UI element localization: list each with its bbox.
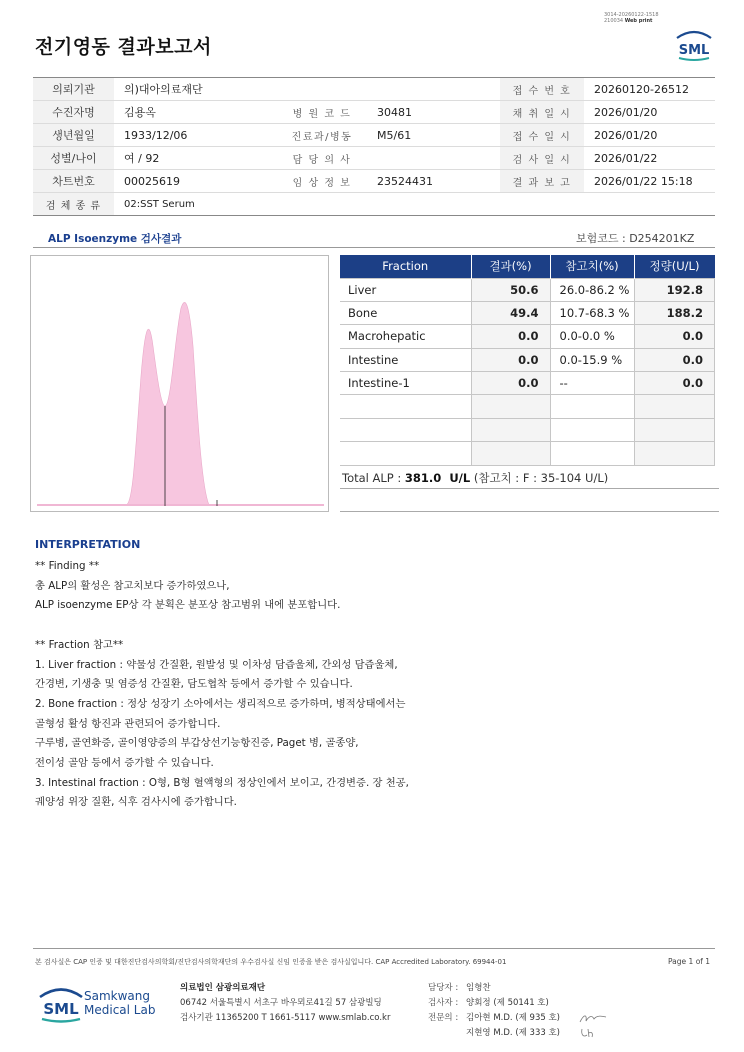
interpretation-line: ** Finding ** <box>35 560 100 572</box>
interpretation-line: 전이성 골암 등에서 증가할 수 있습니다. <box>35 757 214 770</box>
lab-name <box>84 989 155 1017</box>
info-label: 차트번호 <box>33 170 114 193</box>
info-value: M5/61 <box>367 124 500 147</box>
section-divider <box>33 247 715 248</box>
reference-cell: 10.7-68.3 % <box>550 301 634 324</box>
info-row <box>33 147 715 170</box>
info-value: 30481 <box>367 101 500 124</box>
staff-value: 양회정 (제 50141 호) <box>466 998 549 1008</box>
col-header-result: 결과(%) <box>471 255 550 278</box>
signature-icon <box>578 1026 608 1040</box>
sml-logo-icon <box>673 28 715 62</box>
info-label: 접 수 일 시 <box>500 124 584 147</box>
total-reference: (참고치 : F : 35-104 U/L) <box>470 471 609 485</box>
fraction-cell: Liver <box>340 278 471 301</box>
interpretation-line: 간경변, 기생충 및 염증성 간질환, 담도협착 등에서 증가할 수 있습니다. <box>35 678 353 691</box>
info-value <box>367 78 500 101</box>
divider <box>340 511 719 512</box>
table-row <box>340 278 715 301</box>
report-code-line1: 3014-20260122-1518 <box>604 12 659 18</box>
results-header-row <box>340 255 715 278</box>
staff-label <box>428 1026 466 1041</box>
results-table <box>340 255 715 466</box>
info-label: 수진자명 <box>33 101 114 124</box>
org-contact: 검사기관 11365200 T 1661-5117 www.smlab.co.kr <box>180 1013 391 1023</box>
table-row <box>340 372 715 395</box>
staff-value: 임형찬 <box>466 983 491 993</box>
info-label: 성별/나이 <box>33 147 114 170</box>
page-title: 전기영동 결과보고서 <box>35 36 212 58</box>
section-title: ALP Isoenzyme 검사결과 <box>48 233 182 245</box>
info-value: 2026/01/20 <box>584 101 715 124</box>
accreditation-note: 본 검사실은 CAP 인증 및 대한진단검사의학회/진단검사의학재단의 우수검사실 신임 인증을 받은 검사실입니다. CAP Accredited Laboratory. 69944-01 <box>35 958 507 966</box>
info-value: 2026/01/20 <box>584 124 715 147</box>
amount-cell: 0.0 <box>634 372 715 395</box>
amount-cell: 192.8 <box>634 278 715 301</box>
insurance-code: 보험코드 : D254201KZ <box>576 232 695 245</box>
info-value <box>367 147 500 170</box>
info-value: 2026/01/22 15:18 <box>584 170 715 193</box>
amount-cell: 0.0 <box>634 325 715 348</box>
org-name: 의료법인 삼광의료재단 <box>180 983 266 993</box>
staff-label: 전문의 : <box>428 1013 459 1023</box>
col-header-amount: 정량(U/L) <box>634 255 715 278</box>
interpretation-line: 총 ALP의 활성은 참고치보다 증가하였으나, <box>35 579 230 592</box>
info-value: 1933/12/06 <box>114 124 277 147</box>
organization-info <box>180 981 390 1026</box>
lab-name-line2: Medical Lab <box>84 1003 156 1017</box>
electropherogram-plot <box>31 256 330 513</box>
interpretation-line: 2. Bone fraction : 정상 성장기 소아에서는 생리적으로 증가하며, 병적상태에서는 <box>35 697 406 710</box>
empty-row <box>340 418 715 441</box>
interpretation-line: ** Fraction 참고** <box>35 638 124 651</box>
total-alp <box>342 470 608 486</box>
info-value: 여 / 92 <box>114 147 277 170</box>
divider <box>340 488 719 489</box>
table-row <box>340 348 715 371</box>
info-row <box>33 170 715 193</box>
info-label <box>277 78 367 101</box>
total-unit: U/L <box>441 471 471 485</box>
table-row <box>340 325 715 348</box>
empty-row <box>340 395 715 418</box>
info-value: 2026/01/22 <box>584 147 715 170</box>
interpretation-line: ALP isoenzyme EP상 각 분획은 분포상 참고범위 내에 분포합니다. <box>35 599 341 612</box>
interpretation-line: 골형성 활성 항진과 관련되어 증가합니다. <box>35 717 221 730</box>
fraction-cell: Bone <box>340 301 471 324</box>
info-label: 담 당 의 사 <box>277 147 367 170</box>
result-cell: 49.4 <box>471 301 550 324</box>
empty-row <box>340 442 715 465</box>
fraction-cell: Intestine <box>340 348 471 371</box>
info-label: 결 과 보 고 <box>500 170 584 193</box>
web-print-label: Web print <box>624 18 653 24</box>
reference-cell: 0.0-0.0 % <box>550 325 634 348</box>
report-code-line2: 210034 <box>604 18 624 24</box>
fraction-cell: Intestine-1 <box>340 372 471 395</box>
col-header-fraction: Fraction <box>340 255 471 278</box>
interpretation-line: 1. Liver fraction : 약물성 간질환, 원발성 및 이차성 담즙울체, 간외성 담즙울체, <box>35 658 398 671</box>
amount-cell: 188.2 <box>634 301 715 324</box>
info-value: 김용옥 <box>114 101 277 124</box>
specimen-value: 02:SST Serum <box>114 193 715 216</box>
info-label: 병 원 코 드 <box>277 101 367 124</box>
electropherogram <box>30 255 329 512</box>
result-cell: 0.0 <box>471 325 550 348</box>
interpretation-line: 궤양성 위장 질환, 식후 검사시에 증가합니다. <box>35 796 237 809</box>
info-label: 의뢰기관 <box>33 78 114 101</box>
info-label: 접 수 번 호 <box>500 78 584 101</box>
info-value: 23524431 <box>367 170 500 193</box>
total-value: 381.0 <box>404 471 442 485</box>
interpretation-title: INTERPRETATION <box>35 538 141 551</box>
info-label: 생년월일 <box>33 124 114 147</box>
peak-curve <box>37 302 324 505</box>
interpretation-line: 구루병, 골연화증, 골이영양증의 부갑상선기능항진증, Paget 병, 골종양, <box>35 737 359 750</box>
table-row <box>340 301 715 324</box>
info-label: 임 상 정 보 <box>277 170 367 193</box>
signature-icon <box>578 1011 608 1025</box>
staff-info <box>428 981 560 1041</box>
reference-cell: 0.0-15.9 % <box>550 348 634 371</box>
staff-value: 김아현 M.D. (제 935 호) <box>466 1013 561 1023</box>
fraction-cell: Macrohepatic <box>340 325 471 348</box>
staff-label: 담당자 : <box>428 983 459 993</box>
info-label: 진료과/병동 <box>277 124 367 147</box>
col-header-reference: 참고치(%) <box>550 255 634 278</box>
amount-cell: 0.0 <box>634 348 715 371</box>
reference-cell: 26.0-86.2 % <box>550 278 634 301</box>
interpretation-gap <box>35 616 715 636</box>
sml-logo-text: SML <box>678 43 710 58</box>
info-row <box>33 101 715 124</box>
result-cell: 0.0 <box>471 348 550 371</box>
page-number: Page 1 of 1 <box>668 957 711 966</box>
info-row-specimen <box>33 193 715 216</box>
info-label: 검 사 일 시 <box>500 147 584 170</box>
specimen-label: 검 체 종 류 <box>33 193 114 216</box>
interpretation-text <box>35 557 715 813</box>
info-value: 20260120-26512 <box>584 78 715 101</box>
info-value: 의)대아의료재단 <box>114 78 277 101</box>
staff-label: 검사자 : <box>428 998 459 1008</box>
result-cell: 0.0 <box>471 372 550 395</box>
info-label: 채 취 일 시 <box>500 101 584 124</box>
report-code <box>604 12 714 24</box>
total-prefix: Total ALP : <box>342 471 405 485</box>
interpretation-line: 3. Intestinal fraction : O형, B형 혈액형의 정상인에서 보이고, 간경변증. 장 천공, <box>35 776 409 789</box>
result-cell: 50.6 <box>471 278 550 301</box>
info-row <box>33 124 715 147</box>
info-row <box>33 78 715 101</box>
reference-cell: -- <box>550 372 634 395</box>
footer-divider <box>33 948 715 949</box>
info-value: 00025619 <box>114 170 277 193</box>
lab-name-line1: Samkwang <box>84 989 150 1003</box>
sml-footer-logo-text: SML <box>43 1000 79 1018</box>
sml-footer-logo-icon <box>37 985 85 1023</box>
org-address: 06742 서울특별시 서초구 바우뫼로41길 57 삼광빌딩 <box>180 998 382 1008</box>
patient-info-table <box>33 77 715 216</box>
staff-value: 지현영 M.D. (제 333 호) <box>466 1028 561 1038</box>
